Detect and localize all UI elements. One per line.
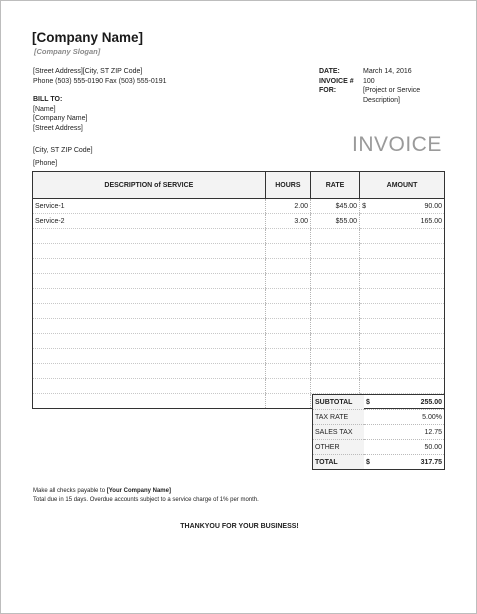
totals-value-cell (364, 455, 445, 470)
totals-table (312, 394, 445, 470)
row-description: Service-2 (33, 214, 266, 229)
line-items-header-row (33, 172, 445, 199)
table-row (33, 229, 445, 244)
line-items-body (33, 199, 445, 409)
table-row (33, 379, 445, 394)
table-row (33, 214, 445, 229)
row-description (33, 304, 266, 319)
totals-body (313, 395, 445, 470)
company-slogan: [Company Slogan] (34, 47, 101, 56)
totals-value: 50.00 (424, 443, 442, 451)
row-hours (265, 334, 310, 349)
row-amount-cell (360, 259, 445, 274)
table-row (33, 349, 445, 364)
for-value-line-1: [Project or Service (363, 87, 421, 94)
row-rate (310, 289, 359, 304)
totals-row (313, 455, 445, 470)
row-rate (310, 364, 359, 379)
company-phone-fax: Phone (503) 555-0190 Fax (503) 555-0191 (33, 77, 167, 85)
invoice-meta-labels (319, 67, 354, 96)
row-description (33, 394, 266, 409)
row-amount-cell (360, 229, 445, 244)
header-hours: HOURS (265, 172, 310, 199)
line-items-table (32, 171, 445, 409)
thank-you-message: THANKYOU FOR YOUR BUSINESS! (180, 523, 299, 530)
row-amount-cell (360, 349, 445, 364)
for-label: FOR: (319, 87, 337, 94)
row-description (33, 229, 266, 244)
invoice-number-label: INVOICE # (319, 77, 354, 85)
invoice-number-value: 100 (363, 77, 375, 85)
totals-label: TAX RATE (313, 410, 365, 425)
totals-value-cell (364, 440, 445, 455)
table-row (33, 364, 445, 379)
row-amount: 165.00 (420, 217, 442, 225)
header-description: DESCRIPTION of SERVICE (33, 172, 266, 199)
payable-company-name: [Your Company Name] (106, 488, 171, 494)
row-amount-cell (360, 274, 445, 289)
row-amount: 90.00 (424, 202, 442, 210)
table-row (33, 319, 445, 334)
payment-notes (33, 487, 259, 505)
totals-value: 255.00 (420, 398, 442, 406)
totals-row (313, 440, 445, 455)
row-hours (265, 229, 310, 244)
totals-row (313, 425, 445, 440)
payable-line (33, 487, 259, 496)
row-rate (310, 244, 359, 259)
table-row (33, 334, 445, 349)
row-rate (310, 349, 359, 364)
payment-terms: Total due in 15 days. Overdue accounts subject to a service charge of 1% per month. (33, 497, 259, 503)
totals-currency: $ (366, 398, 370, 406)
header-rate: RATE (310, 172, 359, 199)
row-amount-cell (360, 319, 445, 334)
company-street-city: [Street Address][City, ST ZIP Code] (33, 68, 143, 75)
table-row (33, 259, 445, 274)
row-amount-cell (360, 214, 445, 229)
bill-to-heading: BILL TO: (33, 96, 63, 103)
row-rate: $55.00 (310, 214, 359, 229)
row-amount-cell (360, 199, 445, 214)
bill-to-city: [City, ST ZIP Code] (33, 147, 93, 154)
row-amount-cell (360, 244, 445, 259)
row-rate (310, 304, 359, 319)
bill-to-name: [Name] (33, 105, 56, 113)
row-description (33, 364, 266, 379)
totals-value-cell (364, 395, 445, 410)
row-rate (310, 379, 359, 394)
totals-label: TOTAL (313, 455, 365, 470)
totals-value-cell (364, 410, 445, 425)
company-address-block (33, 67, 166, 86)
row-description (33, 289, 266, 304)
row-rate (310, 274, 359, 289)
row-hours (265, 274, 310, 289)
bill-to-company: [Company Name] (33, 115, 88, 122)
row-hours (265, 364, 310, 379)
bill-to-street: [Street Address] (33, 124, 83, 132)
row-amount-cell (360, 334, 445, 349)
totals-label: OTHER (313, 440, 365, 455)
totals-currency: $ (366, 458, 370, 466)
row-rate (310, 229, 359, 244)
row-description (33, 274, 266, 289)
table-row (33, 244, 445, 259)
row-description (33, 244, 266, 259)
row-hours: 3.00 (265, 214, 310, 229)
totals-label: SALES TAX (313, 425, 365, 440)
row-rate (310, 319, 359, 334)
totals-row (313, 395, 445, 410)
company-name: [Company Name] (32, 30, 144, 45)
row-description: Service-1 (33, 199, 266, 214)
row-rate (310, 334, 359, 349)
table-row (33, 199, 445, 214)
table-row (33, 274, 445, 289)
row-description (33, 259, 266, 274)
row-amount-cell (360, 304, 445, 319)
row-hours: 2.00 (265, 199, 310, 214)
totals-value-cell (364, 425, 445, 440)
row-rate: $45.00 (310, 199, 359, 214)
row-hours (265, 244, 310, 259)
totals-value: 5.00% (422, 413, 442, 421)
row-hours (265, 349, 310, 364)
bill-to-city-block (33, 146, 93, 168)
row-description (33, 379, 266, 394)
row-hours (265, 319, 310, 334)
row-amount-cell (360, 379, 445, 394)
row-amount-cell (360, 364, 445, 379)
row-hours (265, 259, 310, 274)
totals-value: 12.75 (424, 428, 442, 436)
totals-label: SUBTOTAL (313, 395, 365, 410)
table-row (33, 304, 445, 319)
row-description (33, 349, 266, 364)
invoice-meta-values (363, 67, 420, 105)
row-description (33, 319, 266, 334)
totals-row (313, 410, 445, 425)
for-value-line-2: Description] (363, 96, 400, 104)
payable-prefix: Make all checks payable to (33, 488, 107, 494)
bill-to-phone: [Phone] (33, 159, 58, 167)
header-amount: AMOUNT (360, 172, 445, 199)
bill-to-block (33, 95, 87, 133)
row-hours (265, 289, 310, 304)
row-rate (310, 259, 359, 274)
date-value: March 14, 2016 (363, 68, 412, 75)
row-hours (265, 304, 310, 319)
row-description (33, 334, 266, 349)
row-currency: $ (362, 202, 366, 210)
table-row (33, 289, 445, 304)
row-hours (265, 394, 310, 409)
row-hours (265, 379, 310, 394)
totals-value: 317.75 (420, 458, 442, 466)
invoice-title: INVOICE (352, 133, 442, 156)
row-amount-cell (360, 289, 445, 304)
date-label: DATE: (319, 68, 340, 75)
